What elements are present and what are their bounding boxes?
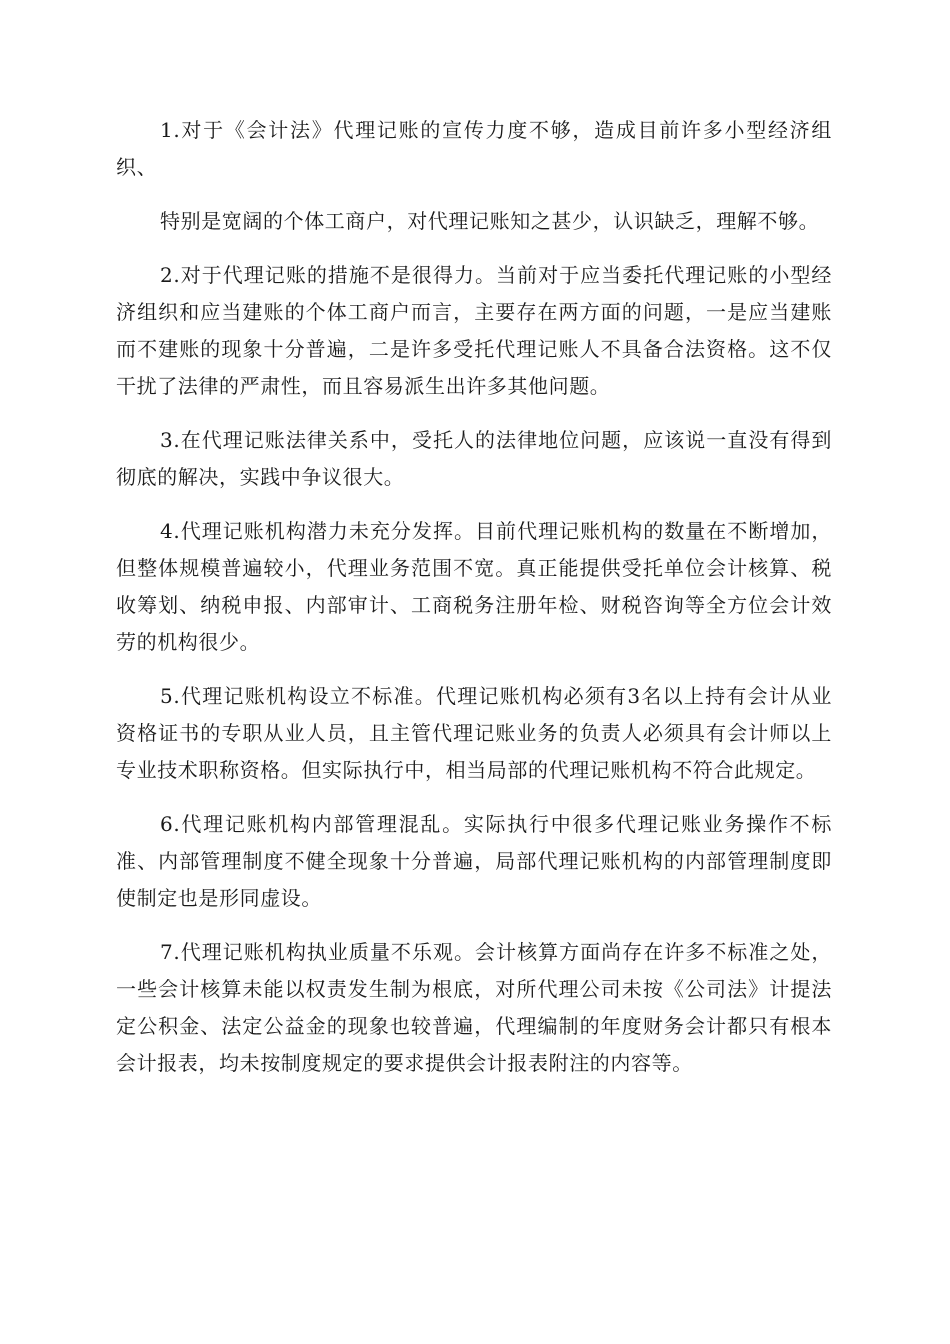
paragraph-4: 3.在代理记账法律关系中，受托人的法律地位问题，应该说一直没有得到彻底的解决，实践中争议很大。 — [116, 428, 832, 489]
paragraph-3: 2.对于代理记账的措施不是很得力。当前对于应当委托代理记账的小型经济组织和应当建账的个体工商户而言，主要存在两方面的问题，一是应当建账而不建账的现象十分普遍，二是许多受托代理记账人不具备合法资格。这不仅干扰了法律的严肃性，而且容易派生出许多其他问题。 — [116, 263, 832, 398]
paragraph-6: 5.代理记账机构设立不标准。代理记账机构必须有3名以上持有会计从业资格证书的专职从业人员，且主管代理记账业务的负责人必须具有会计师以上专业技术职称资格。但实际执行中，相当局部的代理记账机构不符合此规定。 — [116, 684, 832, 782]
paragraph-2: 特别是宽阔的个体工商户，对代理记账知之甚少，认识缺乏，理解不够。 — [160, 209, 820, 233]
paragraph-8: 7.代理记账机构执业质量不乐观。会计核算方面尚存在许多不标准之处，一些会计核算未能以权责发生制为根底，对所代理公司未按《公司法》计提法定公积金、法定公益金的现象也较普遍，代理编制的年度财务会计都只有根本会计报表，均未按制度规定的要求提供会计报表附注的内容等。 — [116, 940, 832, 1075]
paragraph-5: 4.代理记账机构潜力未充分发挥。目前代理记账机构的数量在不断增加，但整体规模普遍较小，代理业务范围不宽。真正能提供受托单位会计核算、税收筹划、纳税申报、内部审计、工商税务注册年检、财税咨询等全方位会计效劳的机构很少。 — [116, 519, 832, 654]
paragraph-1: 1.对于《会计法》代理记账的宣传力度不够，造成目前许多小型经济组织、 — [116, 118, 832, 179]
document-body — [116, 112, 832, 1099]
paragraph-7: 6.代理记账机构内部管理混乱。实际执行中很多代理记账业务操作不标准、内部管理制度不健全现象十分普遍，局部代理记账机构的内部管理制度即使制定也是形同虚设。 — [116, 812, 832, 910]
